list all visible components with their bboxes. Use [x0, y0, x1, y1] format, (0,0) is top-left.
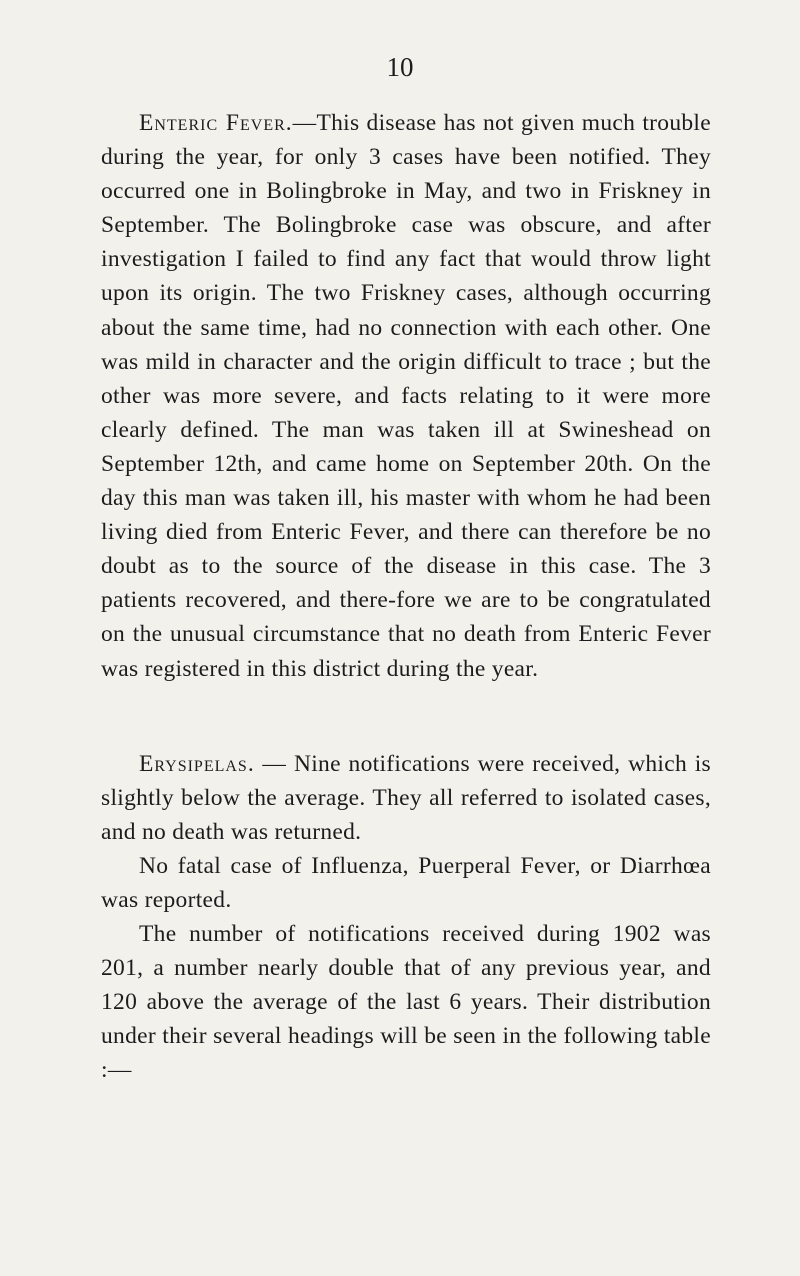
heading-separator: — — [292, 110, 317, 136]
section-heading-enteric-fever: Enteric Fever. — [139, 110, 293, 136]
paragraph-enteric-fever — [101, 106, 711, 686]
paragraph-text: Nine notifications were received, which is slightly below the average. They all referred to isolated cases, and no death was returned. — [101, 751, 711, 846]
paragraph-no-fatal-case — [101, 849, 711, 917]
paragraph-text: The number of notifications received during 1902 was 201, a number nearly double that of any previous year, and 120 above the average of the last 6 years. Their distribution under their several headings will be seen in the following table :— — [101, 921, 711, 1084]
section-heading-erysipelas: Erysipelas. — [139, 751, 255, 777]
paragraph-erysipelas — [101, 747, 711, 849]
paragraph-text: This disease has not given much trouble during the year, for only 3 cases have been notified. They occurred one in Bolingbroke in May, and two in Friskney in September. The Bolingbroke case was obscure, and after investigation I failed to find any fact that would throw light upon its origin. The two Friskney cases, although occurring about the same time, had no connection with each other. One was mild in character and the origin difficult to trace ; but the other was more severe, and facts relating to it were more clearly defined. The man was taken ill at Swineshead on September 12th, and came home on September 20th. On the day this man was taken ill, his master with whom he had been living died from Enteric Fever, and there can therefore be no doubt as to the source of the disease in this case. The 3 patients recovered, and there-fore we are to be congratulated on the unusual circumstance that no death from Enteric Fever was registered in this district during the year. — [101, 110, 711, 682]
heading-separator: — — [254, 751, 294, 777]
page-number: 10 — [386, 52, 414, 82]
paragraph-text: No fatal case of Influenza, Puerperal Fever, or Diarrhœa was reported. — [101, 853, 711, 914]
paragraph-notifications-count — [101, 917, 711, 1087]
